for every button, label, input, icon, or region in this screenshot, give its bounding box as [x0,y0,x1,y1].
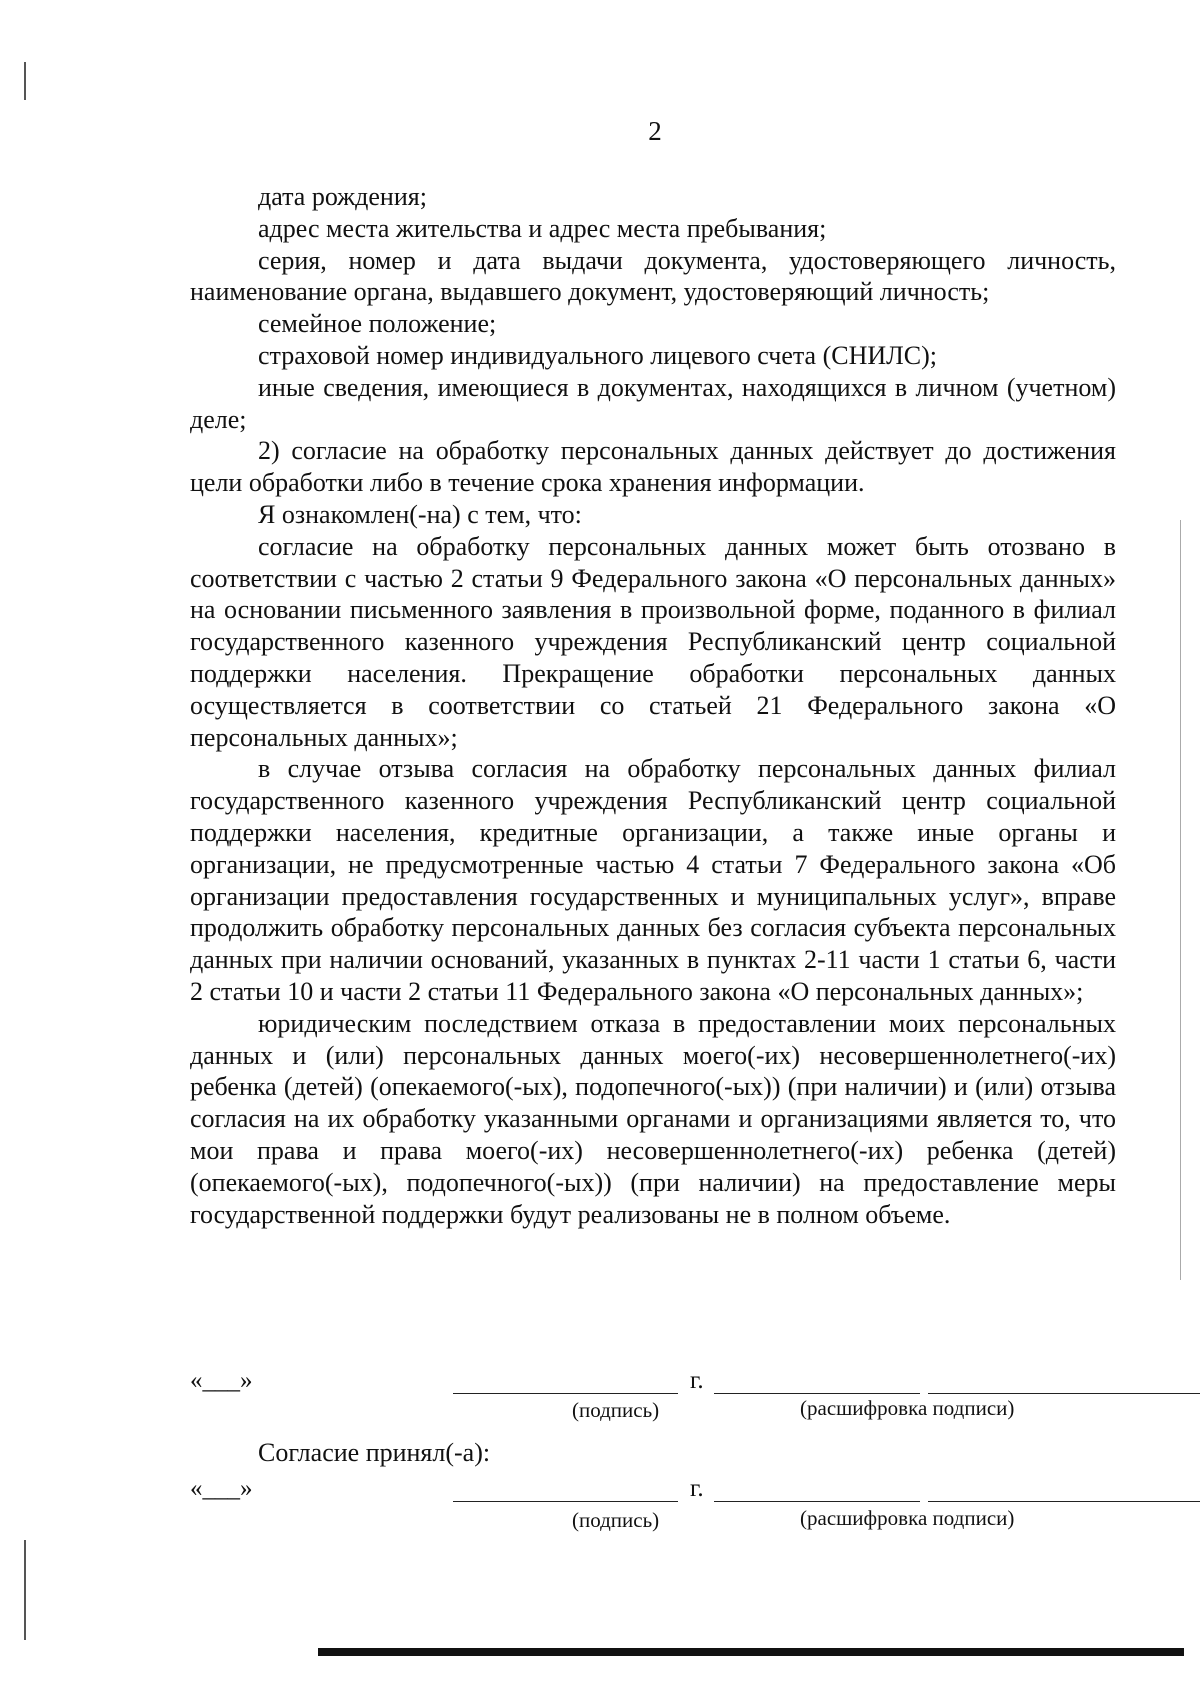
paragraph: семейное положение; [258,309,497,339]
paragraph: Я ознакомлен(-на) с тем, что: [258,499,582,529]
paragraph: иные сведения, имеющиеся в документах, находящихся в личном (учетном) деле; [190,372,1116,434]
scan-bottom-bar [318,1648,1184,1656]
signature-decoding-line [928,1393,1200,1394]
decoding-caption: (расшифровка подписи) [800,1506,1015,1530]
paragraph: 2) согласие на обработку персональных данных действует до достижения цели обработки либо в течение срока хранения информации. [190,436,1116,498]
paragraph: юридическим последствием отказа в предоставлении моих персональных данных и (или) персональных данных моего(-их) несовершеннолетнего(-их) ребенка (детей) (опекаемого(-ых), подопечного(-ых)) (при наличии) и (или) отзыва согласия на их обработку указанными органами и организациями является то, что мои права и права моего(-их) несовершеннолетнего(-их) ребенка (детей) (опекаемого(-ых), подопечного(-ых)) (при наличии) на предоставление меры государственной поддержки будут реализованы не в полном объеме. [190,1008,1116,1229]
paragraph: страховой номер индивидуального лицевого счета (СНИЛС); [258,340,937,370]
paragraph: серия, номер и дата выдачи документа, удостоверяющего личность, наименование органа, выдавшего документ, удостоверяющий личность; [190,245,1116,307]
paragraph: адрес места жительства и адрес места пребывания; [258,213,827,243]
document-body [190,181,1116,1230]
date-day-field: «___» [190,1475,253,1502]
accepted-label: Согласие принял(-а): [258,1438,491,1467]
date-day-field: «___» [190,1367,253,1394]
decoding-caption: (расшифровка подписи) [800,1396,1015,1420]
signature-line [714,1393,920,1394]
signature-decoding-line [928,1501,1200,1502]
year-suffix: г. [690,1475,704,1502]
signature-line [714,1501,920,1502]
date-month-line [453,1501,678,1502]
year-suffix: г. [690,1367,704,1394]
signature-caption: (подпись) [572,1398,660,1422]
date-month-line [453,1393,678,1394]
scan-edge-bottom-left [24,1540,26,1640]
paragraph: в случае отзыва согласия на обработку персональных данных филиал государственного казенного учреждения Республиканский центр социальной поддержки населения, кредитные организации, а также иные органы и организации, не предусмотренные частью 4 статьи 7 Федерального закона «Об организации предоставления государственных и муниципальных услуг», вправе продолжить обработку персональных данных без согласия субъекта персональных данных при наличии оснований, указанных в пунктах 2-11 части 1 статьи 6, части 2 статьи 10 и части 2 статьи 11 Федерального закона «О персональных данных»; [190,754,1116,1006]
paragraph: дата рождения; [258,182,427,211]
paragraph: согласие на обработку персональных данных может быть отозвано в соответствии с частью 2 статьи 9 Федерального закона «О персональных данных» на основании письменного заявления в произвольной форме, поданного в филиал государственного казенного учреждения Республиканский центр социальной поддержки населения. Прекращение обработки персональных данных осуществляется в соответствии со статьей 21 Федерального закона «О персональных данных»; [190,531,1116,752]
signature-caption: (подпись) [572,1508,660,1532]
scan-edge-top-left [24,62,26,100]
page-number: 2 [648,116,662,146]
scan-edge-right [1180,520,1181,1280]
